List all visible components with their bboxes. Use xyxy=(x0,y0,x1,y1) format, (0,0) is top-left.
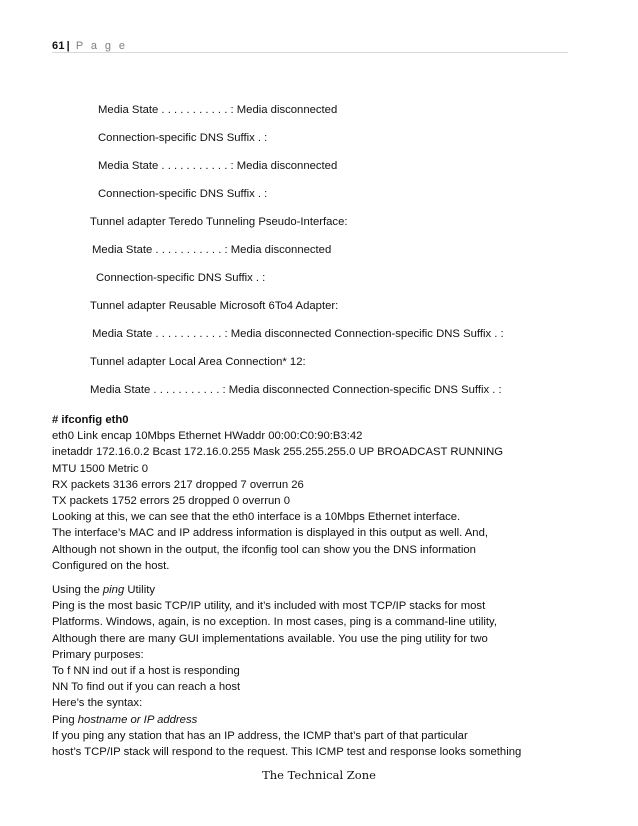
indented-line: Media State . . . . . . . . . . . : Media disconnected xyxy=(92,244,332,256)
text-line: The interface’s MAC and IP address information is displayed in this output as well. And, xyxy=(52,527,489,540)
text-line: MTU 1500 Metric 0 xyxy=(52,462,149,475)
page-label: P a g e xyxy=(75,40,128,52)
syntax-command: Ping xyxy=(52,713,78,726)
header-rule xyxy=(52,52,568,53)
indented-line: Tunnel adapter Reusable Microsoft 6To4 Adapter: xyxy=(90,300,339,312)
indented-line: Tunnel adapter Local Area Connection* 12: xyxy=(90,356,306,368)
indented-line: Media State . . . . . . . . . . . : Media disconnected xyxy=(98,160,338,172)
heading-text: Utility xyxy=(124,584,155,597)
text-line: eth0 Link encap 10Mbps Ethernet HWaddr 00:00:C0:90:B3:42 xyxy=(52,430,363,443)
indented-line: Media State . . . . . . . . . . . : Media disconnected xyxy=(98,104,338,116)
text-line: Although there are many GUI implementations available. You use the ping utility for two xyxy=(52,632,488,645)
text-line: Looking at this, we can see that the eth0 interface is a 10Mbps Ethernet interface. xyxy=(52,511,461,524)
indented-line: Connection-specific DNS Suffix . : xyxy=(98,132,268,144)
text-line: To f NN ind out if a host is responding xyxy=(52,665,240,678)
text-line: TX packets 1752 errors 25 dropped 0 overrun 0 xyxy=(52,495,291,508)
indented-line: Connection-specific DNS Suffix . : xyxy=(98,188,268,200)
page-header xyxy=(52,40,127,52)
indented-line: Tunnel adapter Teredo Tunneling Pseudo-Interface: xyxy=(90,216,348,228)
indented-line: Connection-specific DNS Suffix . : xyxy=(96,272,266,284)
text-line: NN To find out if you can reach a host xyxy=(52,681,241,694)
text-line: inetaddr 172.16.0.2 Bcast 172.16.0.255 Mask 255.255.255.0 UP BROADCAST RUNNING xyxy=(52,446,504,459)
syntax-line xyxy=(52,712,582,728)
text-line: Here’s the syntax: xyxy=(52,697,143,710)
text-line: host’s TCP/IP stack will respond to the request. This ICMP test and response looks something xyxy=(52,746,522,759)
page-number: 61 xyxy=(52,40,65,52)
text-line: Although not shown in the output, the ifconfig tool can show you the DNS information xyxy=(52,543,476,556)
syntax-argument: hostname or IP address xyxy=(77,713,198,726)
text-line: RX packets 3136 errors 217 dropped 7 overrun 26 xyxy=(52,478,304,491)
text-line: Configured on the host. xyxy=(52,559,170,572)
page-footer: The Technical Zone xyxy=(262,768,376,782)
text-line: Platforms. Windows, again, is no exception. In most cases, ping is a command-line utility, xyxy=(52,616,497,629)
heading-emphasis: ping xyxy=(102,584,125,597)
text-line: Primary purposes: xyxy=(52,648,144,661)
indented-line: Media State . . . . . . . . . . . : Media disconnected Connection-specific DNS Suffix . : xyxy=(90,384,502,396)
text-line: Ping is the most basic TCP/IP utility, and it’s included with most TCP/IP stacks for most xyxy=(52,600,486,613)
ping-section-heading xyxy=(52,582,582,598)
indented-line: Media State . . . . . . . . . . . : Media disconnected Connection-specific DNS Suffix . : xyxy=(92,328,504,340)
heading-text: Using the xyxy=(52,584,103,597)
command-heading: # ifconfig eth0 xyxy=(52,414,129,426)
header-separator: | xyxy=(66,40,70,52)
paragraph-gap xyxy=(52,574,582,582)
body-text xyxy=(52,412,582,760)
text-line: If you ping any station that has an IP address, the ICMP that’s part of that particular xyxy=(52,729,468,742)
